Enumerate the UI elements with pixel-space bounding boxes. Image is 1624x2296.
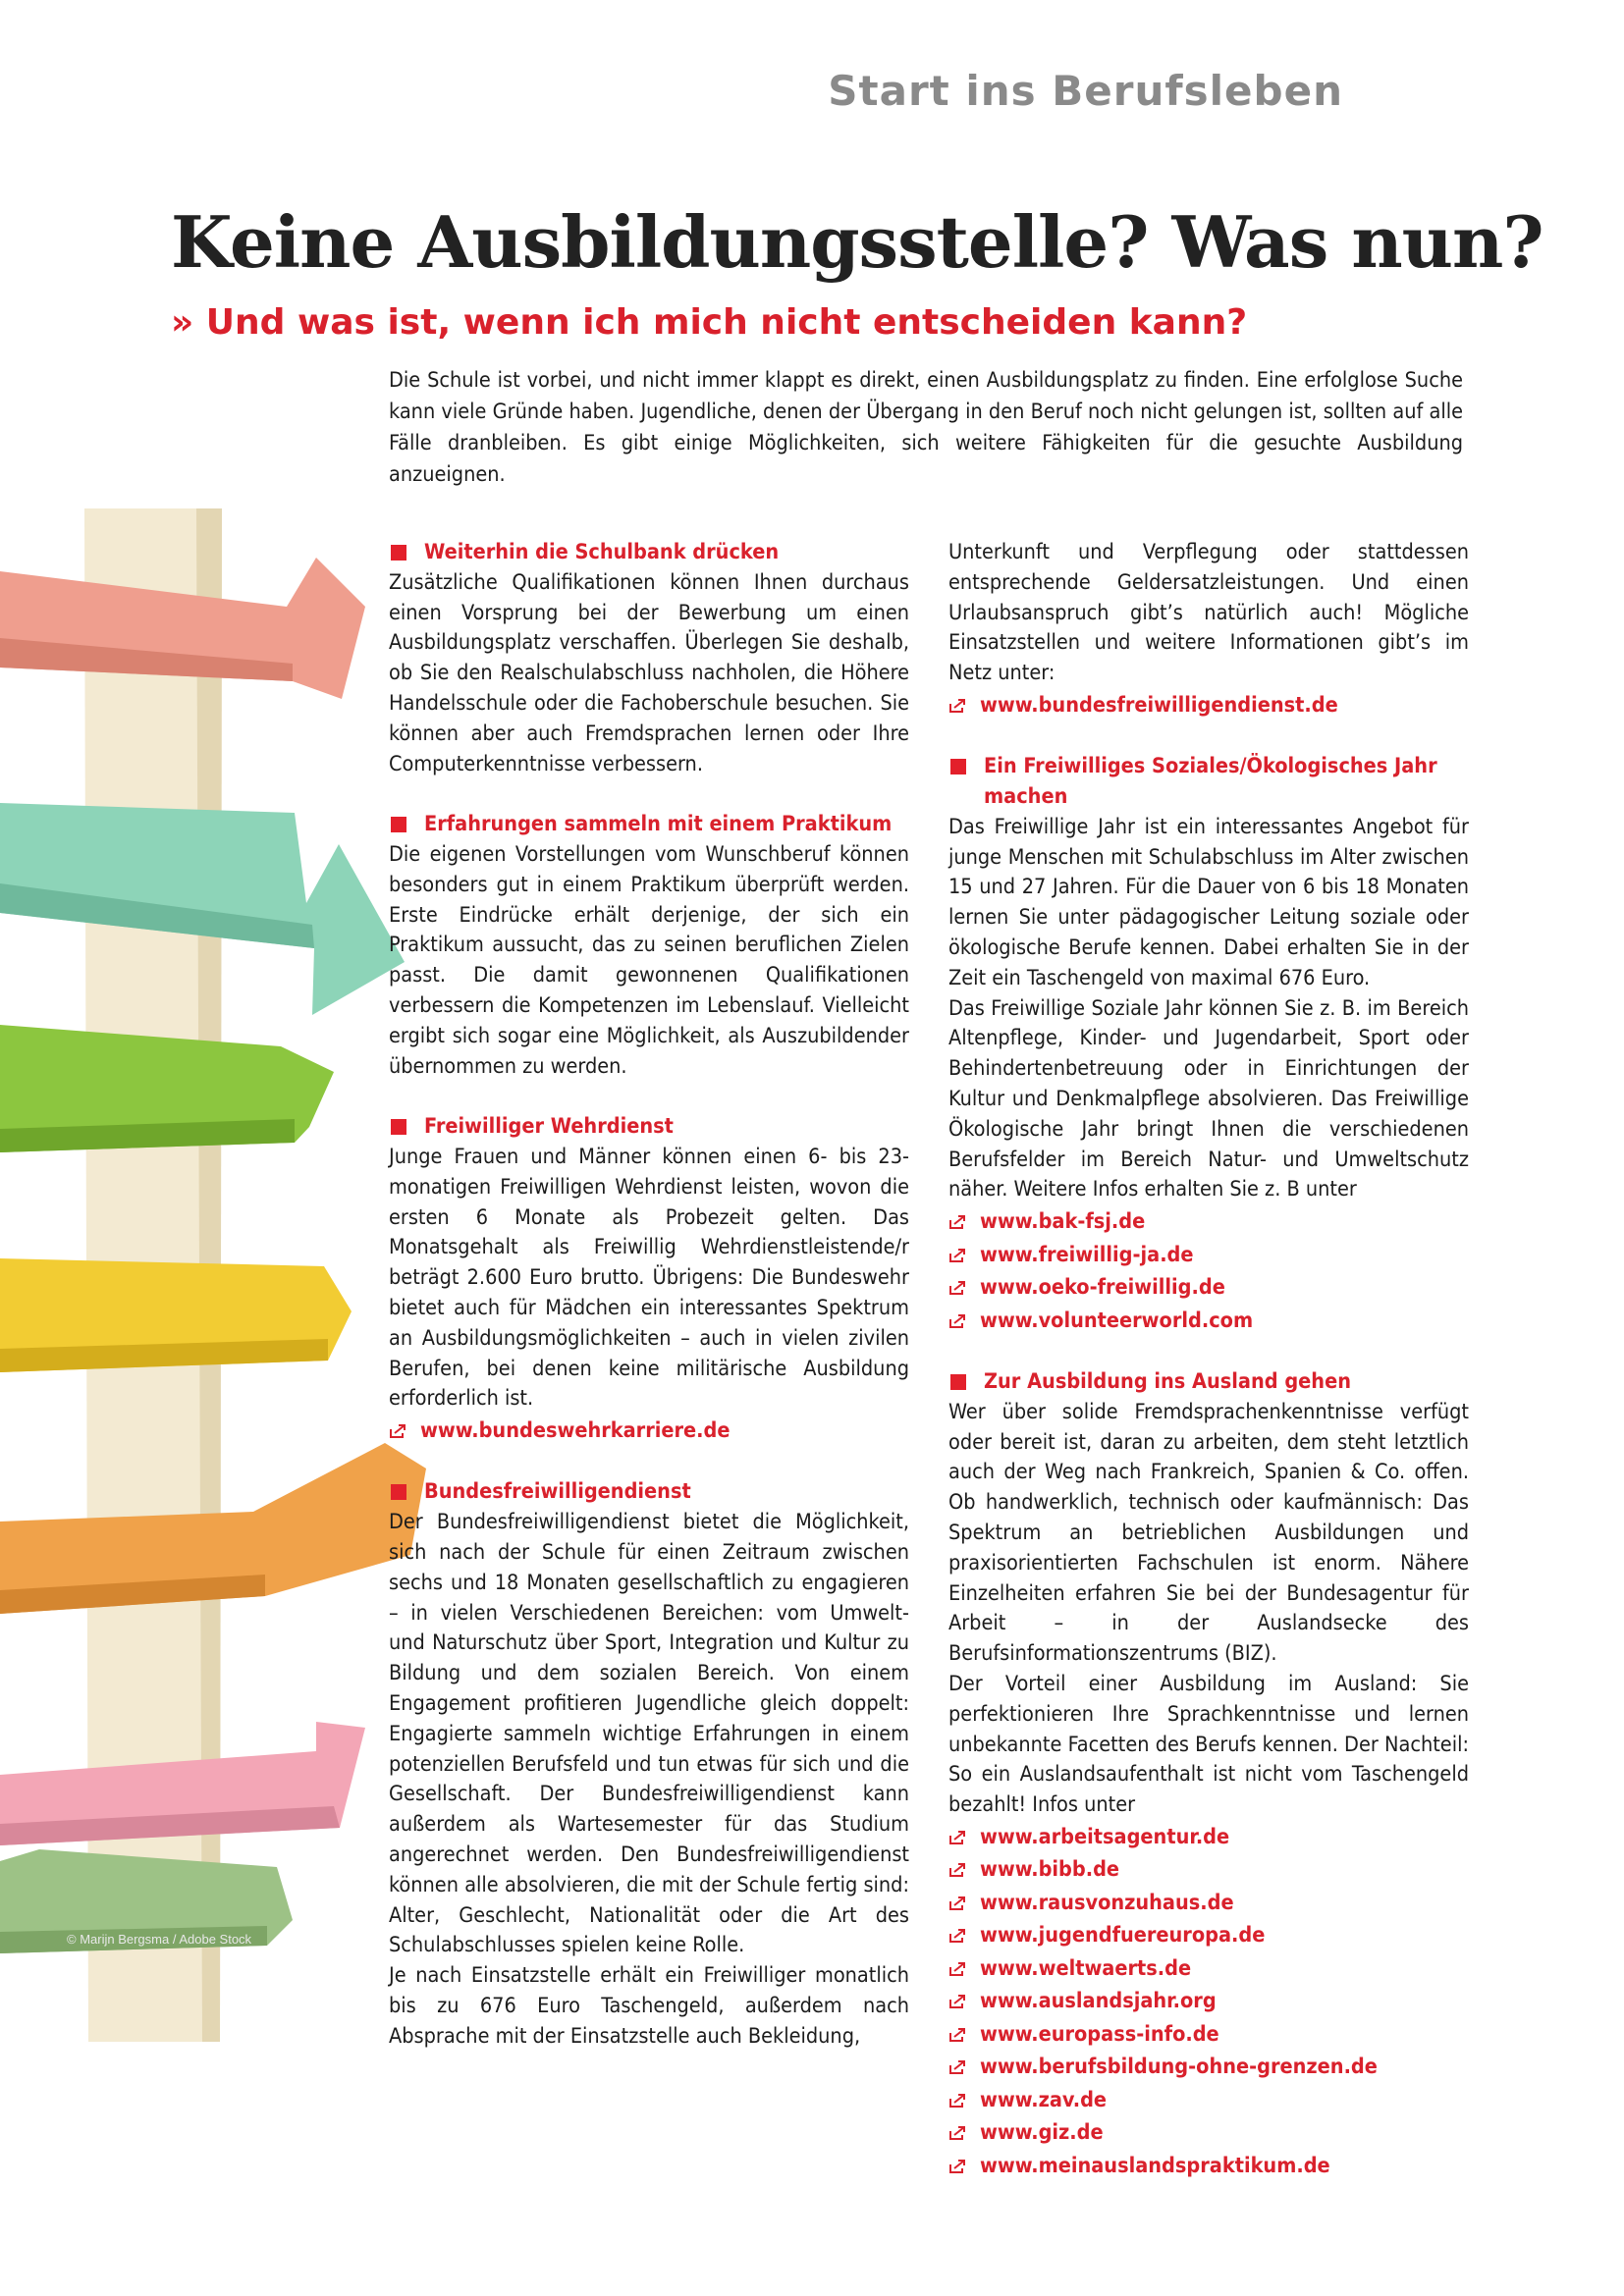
right-column	[948, 538, 1469, 2182]
link-item[interactable]	[948, 1887, 1469, 1920]
section-heading-ausland: Zur Ausbildung ins Ausland gehen	[948, 1367, 1469, 1398]
link-text: www.freiwillig-ja.de	[980, 1242, 1194, 1267]
section-heading-praktikum: Erfahrungen sammeln mit einem Praktikum	[389, 810, 909, 840]
link-text: www.europass-info.de	[980, 2021, 1219, 2047]
link-text: www.auslandsjahr.org	[980, 1989, 1217, 2014]
link-item[interactable]	[948, 2018, 1469, 2052]
external-link-icon	[389, 1423, 408, 1439]
intro-paragraph: Die Schule ist vorbei, und nicht immer klappt es direkt, einen Ausbildungsplatz zu finden. Eine erfolglose Suche kann viele Gründe haben. Jugendliche, denen der Übergang in den Beruf noch nicht gelungen ist, sollten auf alle Fälle dranbleiben. Es gibt einige Möglichkeiten, sich weitere Fähigkeiten für die gesuchte Ausbildung anzueignen.	[389, 368, 1463, 487]
link-item[interactable]	[948, 1919, 1469, 1952]
ausland-link-list	[948, 1821, 1469, 2183]
link-item[interactable]	[948, 2150, 1469, 2183]
section-text-bfd-cont: Unterkunft und Verpflegung oder stattdessen entsprechende Geldersatzleistungen. Und einen Urlaubsanspruch gibt’s natürlich auch! Mögliche Einsatzstellen und weitere Informationen gibt’s im Netz unter:	[948, 540, 1469, 686]
section-text-ausland-2: Der Vorteil einer Ausbildung im Ausland: Sie perfektionieren Ihre Sprachkenntnisse und lernen unbekannte Facetten des Berufs kennen. Der Nachteil: So ein Auslandsaufenthalt ist nicht vom Taschengeld bezahlt! Infos unter	[948, 1672, 1469, 1818]
external-link-icon	[948, 2159, 968, 2174]
link-item[interactable]	[948, 1952, 1469, 1986]
fsj-link-list	[948, 1205, 1469, 1337]
link-item[interactable]	[948, 1985, 1469, 2018]
external-link-icon	[948, 1214, 968, 1230]
link-item[interactable]	[948, 1853, 1469, 1887]
link-text: www.giz.de	[980, 2120, 1104, 2146]
link-item[interactable]	[948, 1205, 1469, 1239]
external-link-icon	[948, 1313, 968, 1329]
link-text: www.volunteerworld.com	[980, 1308, 1254, 1333]
external-link-icon	[948, 2059, 968, 2075]
link-text: www.bak-fsj.de	[980, 1209, 1146, 1235]
external-link-icon	[948, 1830, 968, 1845]
link-text: www.weltwaerts.de	[980, 1955, 1192, 1981]
link-bundeswehrkarriere[interactable]	[389, 1415, 909, 1448]
section-text-bfd-2: Je nach Einsatzstelle erhält ein Freiwilliger monatlich bis zu 676 Euro Taschengeld, außerdem nach Absprache mit der Einsatzstelle auch Bekleidung,	[389, 1963, 909, 2049]
link-text: www.meinauslandspraktikum.de	[980, 2153, 1330, 2178]
external-link-icon	[948, 2027, 968, 2043]
link-item[interactable]	[948, 2084, 1469, 2117]
external-link-icon	[948, 2093, 968, 2109]
link-text: www.arbeitsagentur.de	[980, 1824, 1230, 1849]
section-heading-fsj: Ein Freiwilliges Soziales/Ökologisches Jahr machen	[948, 752, 1469, 813]
external-link-icon	[948, 1994, 968, 2009]
section-kicker: Start ins Berufsleben	[828, 67, 1343, 115]
section-text-bfd: Der Bundesfreiwilligendienst bietet die Möglichkeit, sich nach der Schule für einen Zeitraum zwischen sechs und 18 Monaten gesellschaftlich zu engagieren – in vielen Verschiedenen Bereichen: vom Umwelt- und Naturschutz über Sport, Integration und Kultur zu Bildung und dem sozialen Bereich. Von einem Engagement profitieren Jugendliche gleich doppelt: Engagierte sammeln wichtige Erfahrungen in einem potenziellen Berufsfeld und tun etwas für sich und die Gesellschaft. Der Bundesfreiwilligendienst kann außerdem als Wartesemester für das Studium angerechnet werden. Den Bundesfreiwilligendienst können alle absolvieren, die mit der Schule fertig sind: Alter, Geschlecht, Nationalität oder die Art des Schulabschlusses spielen keine Rolle.	[389, 1510, 909, 1958]
external-link-icon	[948, 1896, 968, 1911]
external-link-icon	[948, 1928, 968, 1944]
external-link-icon	[948, 1248, 968, 1263]
image-credit: © Marijn Bergsma / Adobe Stock	[67, 1932, 252, 1947]
link-text: www.rausvonzuhaus.de	[980, 1890, 1234, 1915]
link-item[interactable]	[948, 1271, 1469, 1305]
section-heading-bfd: Bundesfreiwilligendienst	[389, 1477, 909, 1508]
link-item[interactable]	[948, 1821, 1469, 1854]
link-text: www.zav.de	[980, 2087, 1108, 2112]
section-text-ausland: Wer über solide Fremdsprachenkenntnisse verfügt oder bereit ist, daran zu arbeiten, dem steht letztlich auch der Weg nach Frankreich, Spanien & Co. offen. Ob handwerklich, technisch oder kaufmännisch: Das Spektrum an betrieblichen Ausbildungen und praxisorientierten Fachschulen ist enorm. Nähere Einzelheiten erfahren Sie bei der Bundesagentur für Arbeit – in der Auslandsecke des Berufsinformationszentrums (BIZ).	[948, 1399, 1469, 1667]
link-text: www.jugendfuereuropa.de	[980, 1923, 1266, 1949]
link-text: www.bundesfreiwilligendienst.de	[980, 692, 1338, 718]
external-link-icon	[948, 2125, 968, 2141]
link-text: www.berufsbildung-ohne-grenzen.de	[980, 2055, 1378, 2080]
link-text: www.oeko-freiwillig.de	[980, 1275, 1225, 1301]
section-text-wehrdienst: Junge Frauen und Männer können einen 6- bis 23-monatigen Freiwilligen Wehrdienst leisten, wovon die ersten 6 Monate als Probezeit gelten. Das Monatsgehalt als Freiwillig Wehrdienstleistende/r beträgt 2.600 Euro brutto. Übrigens: Die Bundeswehr bietet auch für Mädchen ein interessantes Spektrum an Ausbildungsmöglichkeiten – auch in vielen zivilen Berufen, bei denen keine militärische Ausbildung erforderlich ist.	[389, 1144, 909, 1412]
external-link-icon	[948, 1280, 968, 1296]
section-heading-schulbank: Weiterhin die Schulbank drücken	[389, 538, 909, 568]
page-subtitle: » Und was ist, wenn ich mich nicht entscheiden kann?	[171, 302, 1248, 343]
section-text-schulbank: Zusätzliche Qualifikationen können Ihnen durchaus einen Vorsprung bei der Bewerbung um einen Ausbildungsplatz verschaffen. Überlegen Sie deshalb, ob Sie den Realschulabschluss nachholen, die Höhere Handelsschule oder die Fachoberschule besuchen. Sie können aber auch Fremdsprachen lernen oder Ihre Computerkenntnisse verbessern.	[389, 569, 909, 776]
section-text-praktikum: Die eigenen Vorstellungen vom Wunschberuf können besonders gut in einem Praktikum überprüft werden. Erste Eindrücke erhält derjenige, der sich ein Praktikum aussucht, das zu seinen beruflichen Zielen passt. Die damit gewonnenen Qualifikationen verbessern die Kompetenzen im Lebenslauf. Vielleicht ergibt sich sogar eine Möglichkeit, als Auszubildender übernommen zu werden.	[389, 841, 909, 1079]
left-column	[389, 538, 909, 2053]
external-link-icon	[948, 1961, 968, 1977]
link-item[interactable]	[948, 2051, 1469, 2084]
link-item[interactable]	[948, 2116, 1469, 2150]
link-item[interactable]	[948, 1305, 1469, 1338]
section-text-fsj-2: Das Freiwillige Soziale Jahr können Sie z. B. im Bereich Altenpflege, Kinder- und Jugendarbeit, Sport oder Behindertenbetreuung oder in Einrichtungen der Kultur und Denkmalpflege absolvieren. Das Freiwillige Ökologische Jahr bringt Ihnen die verschiedenen Berufsfelder im Bereich Natur- und Umweltschutz näher. Weitere Infos erhalten Sie z. B unter	[948, 995, 1469, 1202]
section-heading-wehrdienst: Freiwilliger Wehrdienst	[389, 1112, 909, 1143]
link-text: www.bibb.de	[980, 1857, 1120, 1883]
external-link-icon	[948, 1862, 968, 1878]
link-text: www.bundeswehrkarriere.de	[420, 1418, 731, 1444]
section-text-fsj: Das Freiwillige Jahr ist ein interessantes Angebot für junge Menschen mit Schulabschluss im Alter zwischen 15 und 27 Jahren. Für die Dauer von 6 bis 18 Monaten lernen Sie unter pädagogischer Leitung soziale oder ökologische Berufe kennen. Dabei erhalten Sie in der Zeit ein Taschengeld von maximal 676 Euro.	[948, 814, 1469, 990]
link-item[interactable]	[948, 1239, 1469, 1272]
external-link-icon	[948, 698, 968, 714]
page-title: Keine Ausbildungsstelle? Was nun?	[171, 200, 1543, 284]
link-bundesfreiwilligendienst[interactable]	[948, 689, 1469, 722]
